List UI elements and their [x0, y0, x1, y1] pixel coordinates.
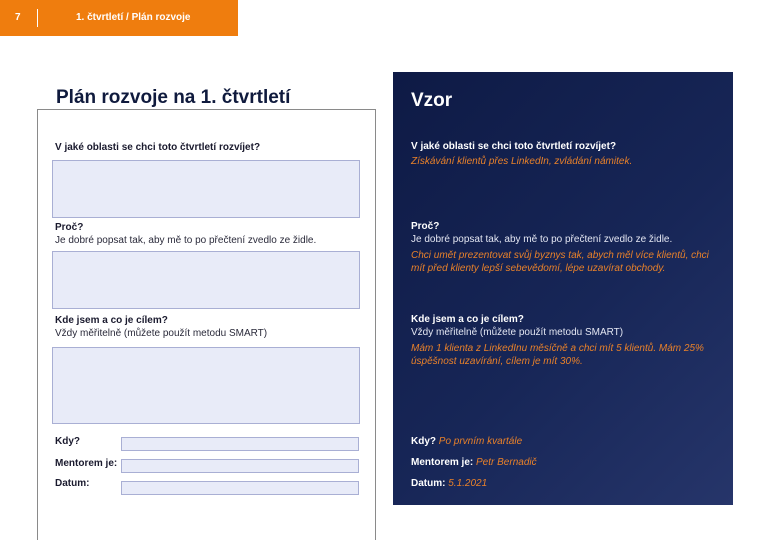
- form-card: [37, 109, 376, 540]
- header-divider: [37, 9, 38, 27]
- sample-mentor: [411, 457, 537, 468]
- mentor-label: Mentorem je:: [55, 458, 118, 469]
- date-field[interactable]: [121, 481, 359, 495]
- when-label: Kdy?: [55, 436, 80, 447]
- form-question-goal: Kde jsem a co je cílem?: [55, 315, 168, 326]
- form-question-why: Proč?: [55, 222, 84, 233]
- sample-hint-goal: Vždy měřitelně (můžete použít metodu SMART): [411, 327, 624, 338]
- area-answer-field[interactable]: [52, 160, 360, 218]
- sample-question-area: V jaké oblasti se chci toto čtvrtletí rozvíjet?: [411, 141, 617, 152]
- sample-when-value: Po prvním kvartále: [438, 436, 523, 447]
- sample-hint-why: Je dobré popsat tak, aby mě to po přečtení zvedlo ze židle.: [411, 234, 673, 245]
- why-answer-field[interactable]: [52, 251, 360, 309]
- sample-panel: [393, 72, 733, 505]
- form-question-area: V jaké oblasti se chci toto čtvrtletí rozvíjet?: [55, 142, 261, 153]
- goal-answer-field[interactable]: [52, 347, 360, 424]
- page-number: 7: [15, 12, 21, 23]
- sample-question-why: Proč?: [411, 221, 440, 232]
- form-hint-goal: Vždy měřitelně (můžete použít metodu SMART): [55, 328, 268, 339]
- header-bar: [0, 0, 238, 36]
- sample-date-label: Datum:: [411, 478, 446, 489]
- form-hint-why: Je dobré popsat tak, aby mě to po přečtení zvedlo ze židle.: [55, 235, 317, 246]
- breadcrumb: 1. čtvrtletí / Plán rozvoje: [76, 12, 191, 23]
- when-field[interactable]: [121, 437, 359, 451]
- date-label: Datum:: [55, 478, 90, 489]
- sample-mentor-value: Petr Bernadič: [476, 457, 537, 468]
- sample-when-label: Kdy?: [411, 436, 436, 447]
- sample-answer-area: Získávání klientů přes LinkedIn, zvládání námitek.: [411, 156, 633, 167]
- sample-answer-why: Chci umět prezentovat svůj byznys tak, abych měl více klientů, chci mít před klienty lepší sebevědomí, lépe uzavírat obchody.: [411, 250, 709, 274]
- form-title: Plán rozvoje na 1. čtvrtletí: [56, 87, 291, 108]
- sample-title: Vzor: [411, 90, 453, 111]
- mentor-field[interactable]: [121, 459, 359, 473]
- sample-date-value: 5.1.2021: [448, 478, 488, 489]
- sample-date: [411, 478, 487, 489]
- sample-when: [411, 436, 522, 447]
- sample-answer-goal: Mám 1 klienta z LinkedInu měsíčně a chci mít 5 klientů. Mám 25% úspěšnost uzavírání, cílem je mít 30%.: [411, 343, 704, 367]
- sample-question-goal: Kde jsem a co je cílem?: [411, 314, 524, 325]
- sample-mentor-label: Mentorem je:: [411, 457, 474, 468]
